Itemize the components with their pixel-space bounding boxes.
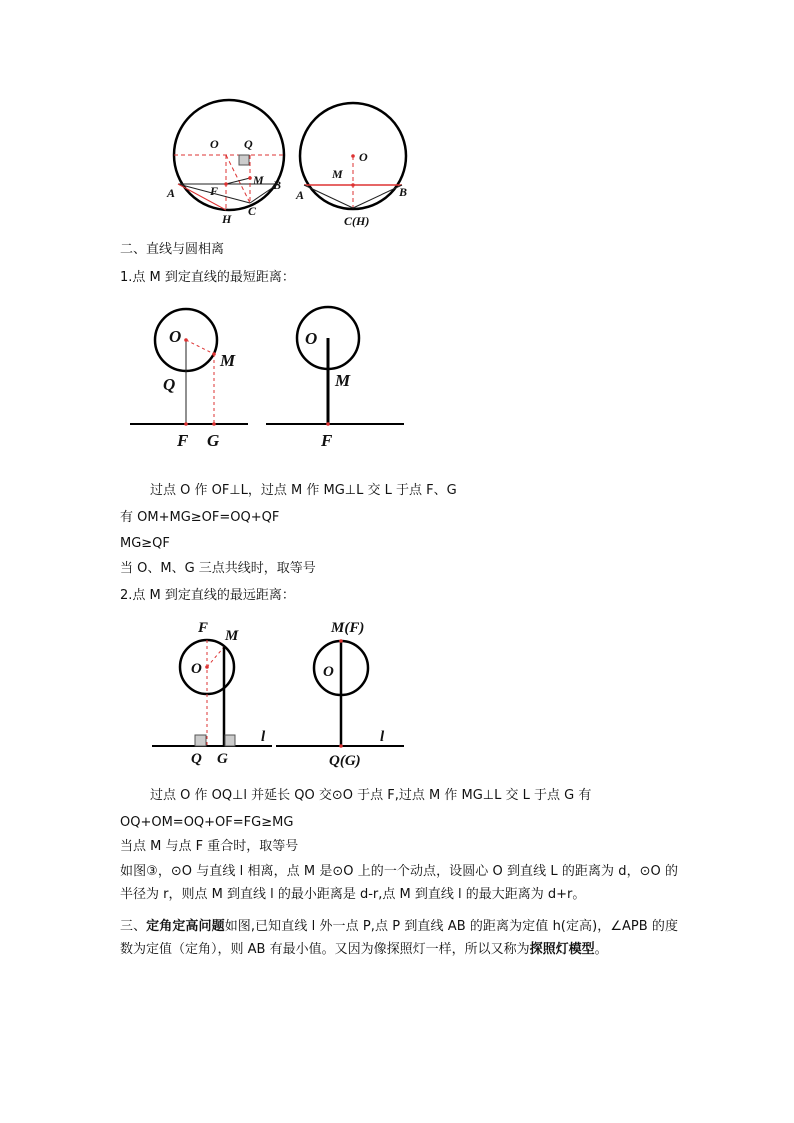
section3-end: 。 <box>594 942 608 957</box>
item2-heading: 2.点 M 到定直线的最远距离： <box>120 588 295 603</box>
label-G: G <box>217 751 228 767</box>
label-QG: Q(G) <box>329 753 361 769</box>
proof1-line3: MG≥QF <box>120 536 170 551</box>
section3-model-name: 探照灯模型 <box>529 942 595 957</box>
label-M: M <box>225 628 239 644</box>
proof2-line1: 过点 O 作 OQ⊥l 并延长 QO 交⊙O 于点 F,过点 M 作 MG⊥L 交 L 于点 G 有 <box>150 788 592 803</box>
label-O-right: O <box>305 329 318 348</box>
label-MF: M(F) <box>331 620 365 636</box>
label-F: F <box>198 620 209 636</box>
label-M: M <box>220 351 236 370</box>
label-O: O <box>210 137 219 151</box>
label-F: F <box>177 431 189 450</box>
proof2-line3: 当点 M 与点 F 重合时，取等号 <box>120 839 299 854</box>
paragraph-circle-line-distance: 如图③，⊙O 与直线 l 相离，点 M 是⊙O 上的一个动点，设圆心 O 到直线 L 的距离为 d，⊙O 的半径为 r，则点 M 到直线 l 的最小距离是 d-r,点 M 到直线 l 的最大距离为 d+r。 <box>120 864 678 902</box>
section3-body: 如图,已知直线 l 外一点 P,点 P 到直线 AB 的距离为定值 h(定高)，∠APB 的度数为定值（定角），则 AB 有最小值。又因为像探照灯一样，所以又称为 <box>120 919 678 957</box>
figure-chord-circles <box>160 98 430 233</box>
label-H: H <box>222 212 232 226</box>
label-F: F <box>210 184 219 198</box>
label-F-right: F <box>321 431 333 450</box>
label-B2: B <box>399 185 408 199</box>
proof1-line1: 过点 O 作 OF⊥L，过点 M 作 MG⊥L 交 L 于点 F、G <box>150 483 457 498</box>
figure-shortest-distance <box>125 300 410 455</box>
label-Q: Q <box>244 137 253 151</box>
label-CH: C(H) <box>344 214 370 228</box>
label-B: B <box>273 178 282 192</box>
label-M: M <box>253 173 264 187</box>
label-M2: M <box>332 167 343 181</box>
proof2-line2: OQ+OM=OQ+OF=FG≥MG <box>120 815 294 830</box>
item1-heading: 1.点 M 到定直线的最短距离： <box>120 270 295 285</box>
section3-prefix: 三、 <box>120 919 147 934</box>
figure-farthest-distance <box>148 615 413 775</box>
label-O: O <box>169 327 182 346</box>
label-Q: Q <box>163 375 176 394</box>
label-Q: Q <box>191 751 202 767</box>
label-O2: O <box>359 150 368 164</box>
proof1-line4: 当 O、M、G 三点共线时，取等号 <box>120 561 316 576</box>
label-A2: A <box>296 188 305 202</box>
label-O: O <box>191 661 202 677</box>
label-l: l <box>261 729 266 745</box>
label-O-right: O <box>323 664 334 680</box>
proof1-line2: 有 OM+MG≥OF=OQ+QF <box>120 510 280 525</box>
label-G: G <box>207 431 220 450</box>
label-M-right: M <box>335 371 351 390</box>
label-l-right: l <box>380 729 385 745</box>
section3-title: 定角定高问题 <box>146 919 225 934</box>
label-C: C <box>248 204 257 218</box>
section3-paragraph <box>120 915 678 961</box>
section2-heading: 二、直线与圆相离 <box>120 242 225 257</box>
label-A: A <box>167 186 176 200</box>
